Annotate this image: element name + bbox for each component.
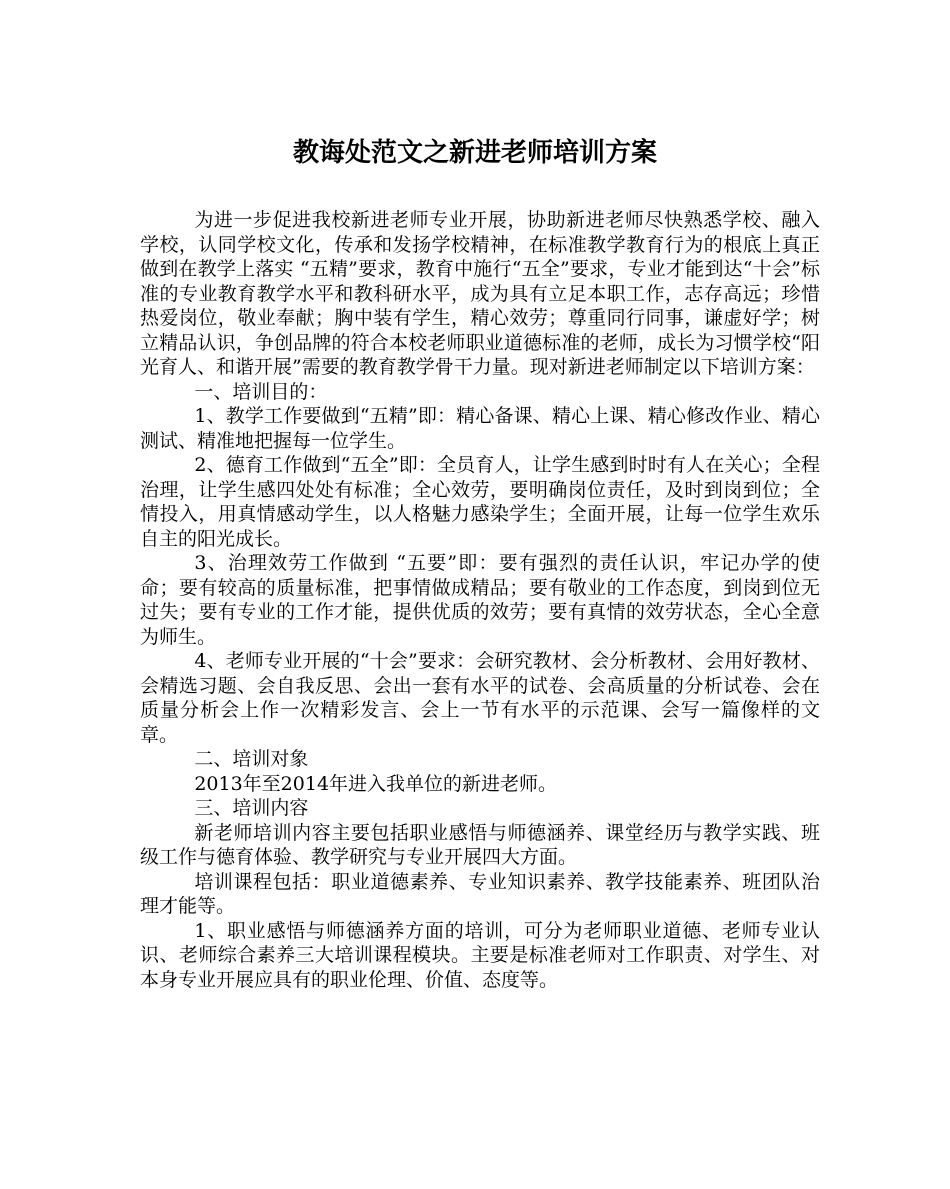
goal-item-4: 4、老师专业开展的“十会”要求：会研究教材、会分析教材、会用好教材、会精选习题、会自我反思、会出一套有水平的试卷、会高质量的分析试卷、会在质量分析会上作一次精彩发言、会上一节有水平的示范课、会写一篇像样的文章。 (140, 650, 820, 746)
goal-item-3: 3、治理效劳工作做到 “五要”即：要有强烈的责任认识，牢记办学的使命；要有较高的质量标准，把事情做成精品；要有敬业的工作态度，到岗到位无过失；要有专业的工作才能，提供优质的效劳；要有真情的效劳状态，全心全意为师生。 (140, 552, 820, 648)
courses-paragraph: 培训课程包括：职业道德素养、专业知识素养、教学技能素养、班团队治理才能等。 (140, 870, 820, 917)
section-heading-audience: 二、培训对象 (194, 748, 309, 770)
document-title: 教诲处范文之新进老师培训方案 (292, 138, 657, 168)
section-heading-content: 三、培训内容 (194, 797, 309, 819)
goal-item-1: 1、教学工作要做到“五精”即：精心备课、精心上课、精心修改作业、精心测试、精准地把握每一位学生。 (140, 405, 820, 452)
content-paragraph: 新老师培训内容主要包括职业感悟与师德涵养、课堂经历与教学实践、班级工作与德育体验、教学研究与专业开展四大方面。 (140, 821, 820, 868)
content-item-1: 1、职业感悟与师德涵养方面的培训，可分为老师职业道德、老师专业认识、老师综合素养三大培训课程模块。主要是标准老师对工作职责、对学生、对本身专业开展应具有的职业伦理、价值、态度等。 (140, 919, 820, 991)
section-heading-goals: 一、培训目的： (194, 380, 328, 403)
goal-item-2: 2、德育工作做到“五全”即：全员育人，让学生感到时时有人在关心；全程治理，让学生感四处处有标准；全心效劳，要明确岗位责任，及时到岗到位；全情投入，用真情感动学生，以人格魅力感染学生；全面开展，让每一位学生欢乐自主的阳光成长。 (140, 454, 820, 550)
audience-paragraph: 2013年至2014年进入我单位的新进老师。 (194, 772, 558, 795)
intro-paragraph: 为进一步促进我校新进老师专业开展，协助新进老师尽快熟悉学校、融入学校，认同学校文化，传承和发扬学校精神，在标准教学教育行为的根底上真正做到在教学上落实 “五精”要求，教育中施行“五全”要求，专业才能到达“十会”标准的专业教育教学水平和教科研水平，成为具有立足本职工作，志存高远；珍惜热爱岗位，敬业奉献；胸中装有学生，精心效劳；尊重同行同事，谦虚好学；树立精品认识，争创品牌的符合本校老师职业道德标准的老师，成长为习惯学校“阳光育人、和谐开展”需要的教育教学骨干力量。现对新进老师制定以下培训方案： (140, 209, 820, 378)
document-body (140, 208, 820, 992)
